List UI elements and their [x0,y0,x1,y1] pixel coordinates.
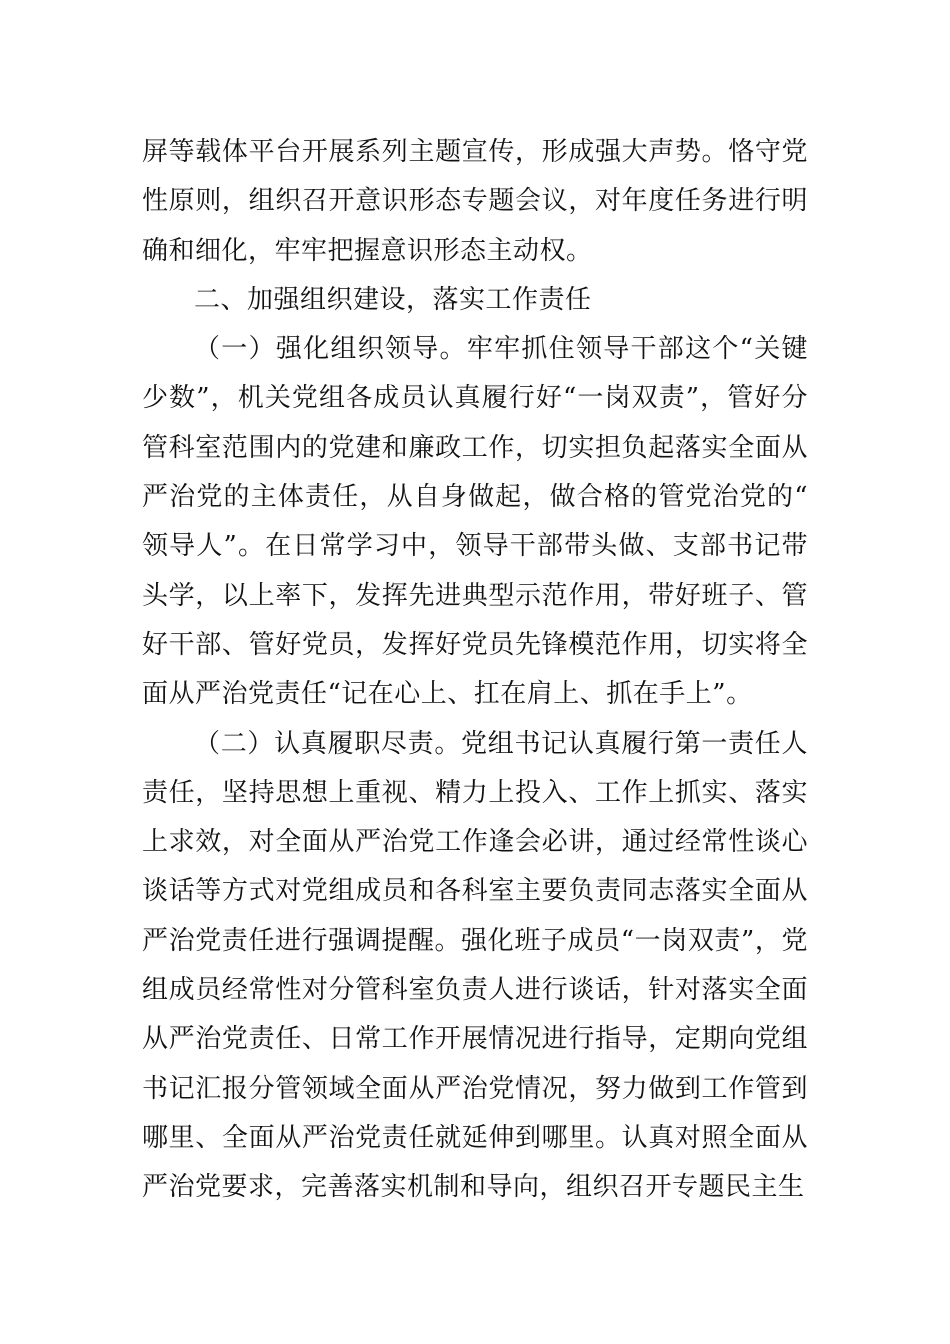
document-body [142,128,808,1213]
section-heading: 二、加强组织建设，落实工作责任 [194,284,592,315]
paragraph-continuation: 屏等载体平台开展系列主题宣传，形成强大声势。恪守党性原则，组织召开意识形态专题会议，对年度任务进行明确和细化，牢牢把握意识形态主动权。 [142,137,808,266]
paragraph-organization-leadership: （一）强化组织领导。牢牢抓住领导干部这个“关键少数”，机关党组各成员认真履行好“一岗双责”，管好分管科室范围内的党建和廉政工作，切实担负起落实全面从严治党的主体责任，从自身做起，做合格的管党治党的“领导人”。在日常学习中，领导干部带头做、支部书记带头学，以上率下，发挥先进典型示范作用，带好班子、管好干部、管好党员，发挥好党员先锋模范作用，切实将全面从严治党责任“记在心上、扛在肩上、抓在手上”。 [142,334,808,710]
paragraph-duty-fulfillment: （二）认真履职尽责。党组书记认真履行第一责任人责任，坚持思想上重视、精力上投入、工作上抓实、落实上求效，对全面从严治党工作逢会必讲，通过经常性谈心谈话等方式对党组成员和各科室主要负责同志落实全面从严治党责任进行强调提醒。强化班子成员“一岗双责”，党组成员经常性对分管科室负责人进行谈话，针对落实全面从严治党责任、日常工作开展情况进行指导，定期向党组书记汇报分管领域全面从严治党情况，努力做到工作管到哪里、全面从严治党责任就延伸到哪里。认真对照全面从严治党要求，完善落实机制和导向，组织召开专题民主生 [142,728,808,1203]
